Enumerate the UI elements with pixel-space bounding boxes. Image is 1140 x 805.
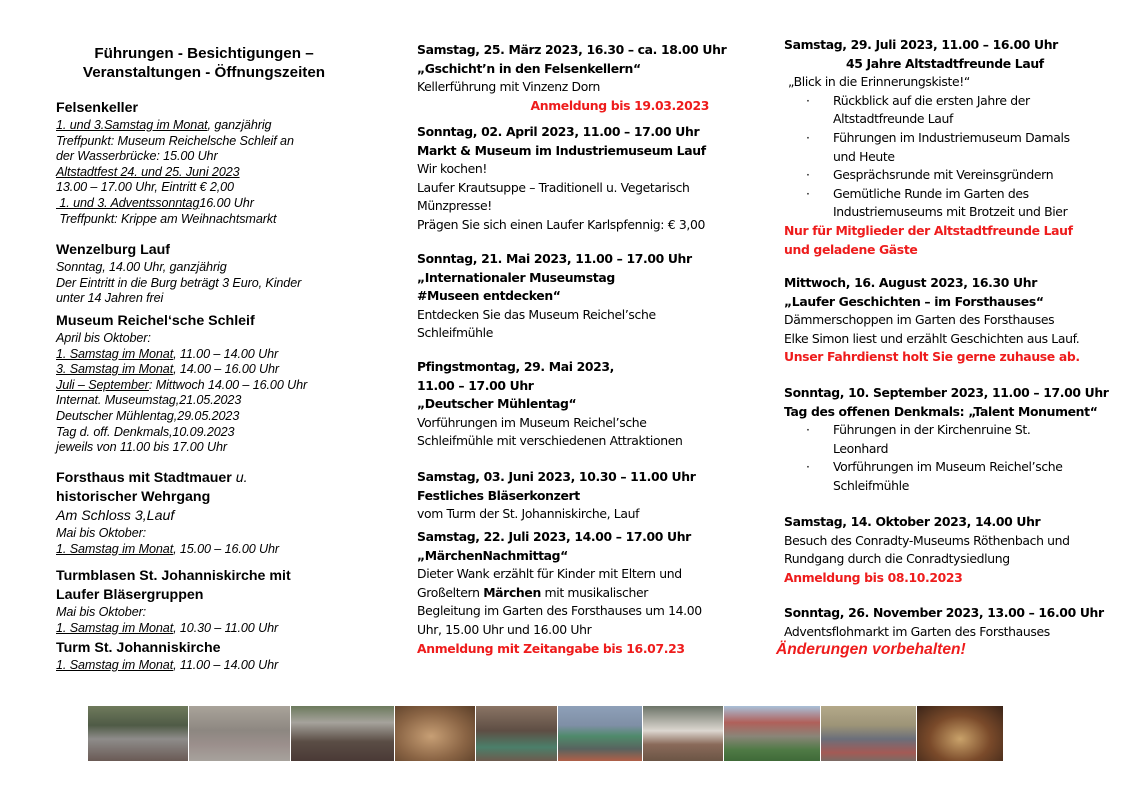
bullet-item: · Führungen in der Kirchenruine St. bbox=[784, 421, 1104, 440]
bullet-icon: · bbox=[806, 129, 810, 145]
venue-heading: Turm St. Johanniskirche bbox=[56, 640, 221, 656]
members-only-note: Nur für Mitglieder der Altstadtfreunde Lauf bbox=[784, 222, 1073, 238]
disclaimer: Änderungen vorbehalten! bbox=[776, 641, 966, 658]
bullet-list: · Führungen in der Kirchenruine St. Leonhard · Vorführungen im Museum Reichel’sche Schleifmühle bbox=[784, 421, 1104, 495]
venue-forsthaus: Forsthaus mit Stadtmauer u. historischer Wehrgang Am Schloss 3,Lauf Mai bis Oktober: 1. Samstag im Monat, 15.00 – 16.00 Uhr bbox=[56, 469, 356, 557]
photo-rock-cellar bbox=[395, 706, 475, 761]
event-item: Sonntag, 26. November 2023, 13.00 – 16.00 Uhr Adventsflohmarkt im Garten des Forsthauses bbox=[784, 605, 1104, 639]
event-date: Samstag, 29. Juli 2023, 11.00 – 16.00 Uhr bbox=[784, 37, 1058, 52]
event-title: Markt & Museum im Industriemuseum Lauf bbox=[417, 142, 706, 158]
event-date: Sonntag, 21. Mai 2023, 11.00 – 17.00 Uhr bbox=[417, 251, 692, 266]
venue-museum-reichel: Museum Reichel‘sche Schleif April bis Oktober: 1. Samstag im Monat, 11.00 – 14.00 Uhr 3. Samstag im Monat, 14.00 – 16.00 Uhr Juli – September: Mittwoch 14.00 – 16.00 Uhr Internat. Museumstag,21.05.2023 Deutscher Mühlentag,29.05.2023 Tag d. off. Denkmals,10.09.2023 jeweils von 11.00 bis 17.00 Uhr bbox=[56, 312, 356, 456]
photo-mill-interior bbox=[476, 706, 557, 761]
photo-strip bbox=[88, 706, 1003, 761]
photo-market-stall-lights bbox=[917, 706, 1003, 761]
photo-group-in-front-of-building bbox=[189, 706, 290, 761]
photo-courtyard-tour bbox=[821, 706, 916, 761]
event-date: Sonntag, 10. September 2023, 11.00 – 17.00 Uhr bbox=[784, 385, 1109, 400]
event-date: Sonntag, 26. November 2023, 13.00 – 16.00 Uhr bbox=[784, 605, 1104, 620]
event-title: „Internationaler Museumstag bbox=[417, 269, 615, 285]
event-date: Samstag, 14. Oktober 2023, 14.00 Uhr bbox=[784, 514, 1041, 529]
venue-heading: Felsenkeller bbox=[56, 100, 139, 116]
event-item: Sonntag, 02. April 2023, 11.00 – 17.00 Uhr Markt & Museum im Industriemuseum Lauf Wir kochen! Laufer Krautsuppe – Traditionell u. Vegetarisch Münzpresse! Prägen Sie sich einen Laufer Karlspfennig: € 3,00 bbox=[417, 123, 737, 235]
event-date: Pfingstmontag, 29. Mai 2023, bbox=[417, 359, 615, 374]
bullet-item: · Vorführungen im Museum Reichel’sche bbox=[784, 458, 1104, 477]
event-date: Mittwoch, 16. August 2023, 16.30 Uhr bbox=[784, 275, 1037, 290]
venue-turm-johanniskirche: Turm St. Johanniskirche 1. Samstag im Monat, 11.00 – 14.00 Uhr bbox=[56, 639, 356, 674]
bullet-icon: · bbox=[806, 185, 810, 201]
event-item: Samstag, 22. Juli 2023, 14.00 – 17.00 Uhr „MärchenNachmittag“ Dieter Wank erzählt für Kinder mit Eltern und Großeltern Märchen mit musikalischer Begleitung im Garten des Forsthauses um 14.00 Uhr, 15.00 Uhr und 16.00 Uhr Anmeldung mit Zeitangabe bis 16.07.23 bbox=[417, 528, 737, 658]
bullet-icon: · bbox=[806, 422, 810, 438]
venue-felsenkeller: Felsenkeller 1. und 3.Samstag im Monat, ganzjährig Treffpunkt: Museum Reichelsche Schleif an der Wasserbrücke: 15.00 Uhr Altstadtfest 24. und 25. Juni 2023 13.00 – 17.00 Uhr, Eintritt € 2,00 1. und 3. Adventssonntag16.00 Uhr Treffpunkt: Krippe am Weihnachtsmarkt bbox=[56, 99, 356, 227]
bullet-list: · Rückblick auf die ersten Jahre der Altstadtfreunde Lauf · Führungen im Industriemuseum Damals und Heute · Gesprächsrunde mit Vereinsgründern · Gemütliche Runde im Garten des Industriemuseums mit Brotzeit und Bier bbox=[784, 92, 1104, 222]
registration-note: Anmeldung mit Zeitangabe bis 16.07.23 bbox=[417, 640, 685, 656]
venue-heading: Turmblasen St. Johanniskirche mit bbox=[56, 568, 291, 584]
event-title: „MärchenNachmittag“ bbox=[417, 547, 568, 563]
venue-heading: Wenzelburg Lauf bbox=[56, 242, 171, 258]
photo-green-tower-dome bbox=[558, 706, 642, 761]
photo-wenzelburg-castle bbox=[724, 706, 820, 761]
venue-heading: Museum Reichel‘sche Schleif bbox=[56, 313, 255, 329]
event-item: Samstag, 29. Juli 2023, 11.00 – 16.00 Uhr 45 Jahre Altstadtfreunde Lauf „Blick in die Erinnerungskiste!“ · Rückblick auf die ersten Jahre der Altstadtfreunde Lauf · Führungen im Industriemuseum Damals und Heute · Gesprächsrunde mit Vereinsgründern · Gemütliche Runde im Garten des Industriemuseums mit Brotzeit und Bier Nur für Mitglieder der Altstadtfreunde Lauf und geladene Gäste bbox=[784, 36, 1104, 259]
bullet-item: · Führungen im Industriemuseum Damals bbox=[784, 129, 1104, 148]
event-item: Sonntag, 21. Mai 2023, 11.00 – 17.00 Uhr „Internationaler Museumstag #Museen entdecken“ Entdecken Sie das Museum Reichel’sche Schleifmühle bbox=[417, 250, 737, 343]
bullet-icon: · bbox=[806, 92, 810, 108]
event-item: Pfingstmontag, 29. Mai 2023, 11.00 – 17.00 Uhr „Deutscher Mühlentag“ Vorführungen im Museum Reichel’sche Schleifmühle mit verschiedenen Attraktionen bbox=[417, 358, 737, 451]
event-item: Samstag, 25. März 2023, 16.30 – ca. 18.00 Uhr „Gschicht’n in den Felsenkellern“ Kellerführung mit Vinzenz Dorn Anmeldung bis 19.03.2023 bbox=[417, 41, 737, 115]
venue-turmblasen: Turmblasen St. Johanniskirche mit Laufer Bläsergruppen Mai bis Oktober: 1. Samstag im Monat, 10.30 – 11.00 Uhr bbox=[56, 567, 356, 636]
document-title: Führungen - Besichtigungen – Veranstaltungen - Öffnungszeiten bbox=[82, 45, 326, 81]
bullet-icon: · bbox=[806, 167, 810, 183]
bullet-item: · Rückblick auf die ersten Jahre der bbox=[784, 92, 1104, 111]
photo-group-at-tables bbox=[291, 706, 394, 761]
shuttle-note: Unser Fahrdienst holt Sie gerne zuhause ab. bbox=[784, 349, 1080, 365]
event-item: Samstag, 14. Oktober 2023, 14.00 Uhr Besuch des Conradty-Museums Röthenbach und Rundgang durch die Conradtysiedlung Anmeldung bis 08.10.2023 bbox=[784, 513, 1104, 587]
photo-forsthaus bbox=[643, 706, 723, 761]
bullet-item: · Gesprächsrunde mit Vereinsgründern bbox=[784, 166, 1104, 185]
event-date: Sonntag, 02. April 2023, 11.00 – 17.00 Uhr bbox=[417, 124, 700, 139]
event-title: „Deutscher Mühlentag“ bbox=[417, 396, 577, 412]
event-date: Samstag, 03. Juni 2023, 10.30 – 11.00 Uhr bbox=[417, 469, 696, 484]
registration-note: Anmeldung bis 08.10.2023 bbox=[784, 569, 963, 585]
event-title: Festliches Bläserkonzert bbox=[417, 487, 580, 503]
event-title: Tag des offenen Denkmals: „Talent Monument“ bbox=[784, 403, 1098, 419]
event-item bbox=[784, 384, 1109, 496]
event-title: 45 Jahre Altstadtfreunde Lauf bbox=[846, 55, 1044, 71]
bullet-icon: · bbox=[806, 459, 810, 475]
event-title: „Gschicht’n in den Felsenkellern“ bbox=[417, 60, 641, 76]
event-date: Samstag, 25. März 2023, 16.30 – ca. 18.00 Uhr bbox=[417, 42, 727, 57]
venue-heading: Forsthaus mit Stadtmauer u. bbox=[56, 470, 248, 486]
event-date: Samstag, 22. Juli 2023, 14.00 – 17.00 Uhr bbox=[417, 529, 691, 544]
event-item: Mittwoch, 16. August 2023, 16.30 Uhr „Laufer Geschichten – im Forsthauses“ Dämmerschoppen im Garten des Forsthauses Elke Simon liest und erzählt Geschichten aus Lauf. Unser Fahrdienst holt Sie gerne zuhause ab. bbox=[784, 274, 1104, 367]
event-title: „Laufer Geschichten – im Forsthauses“ bbox=[784, 293, 1044, 309]
event-item: Samstag, 03. Juni 2023, 10.30 – 11.00 Uhr Festliches Bläserkonzert vom Turm der St. Johanniskirche, Lauf bbox=[417, 468, 737, 524]
bullet-item: · Gemütliche Runde im Garten des bbox=[784, 185, 1104, 204]
venue-wenzelburg: Wenzelburg Lauf Sonntag, 14.00 Uhr, ganzjährig Der Eintritt in die Burg beträgt 3 Euro, Kinder unter 14 Jahren frei bbox=[56, 241, 356, 307]
registration-note: Anmeldung bis 19.03.2023 bbox=[530, 97, 709, 113]
photo-group-outdoor-seating bbox=[88, 706, 188, 761]
